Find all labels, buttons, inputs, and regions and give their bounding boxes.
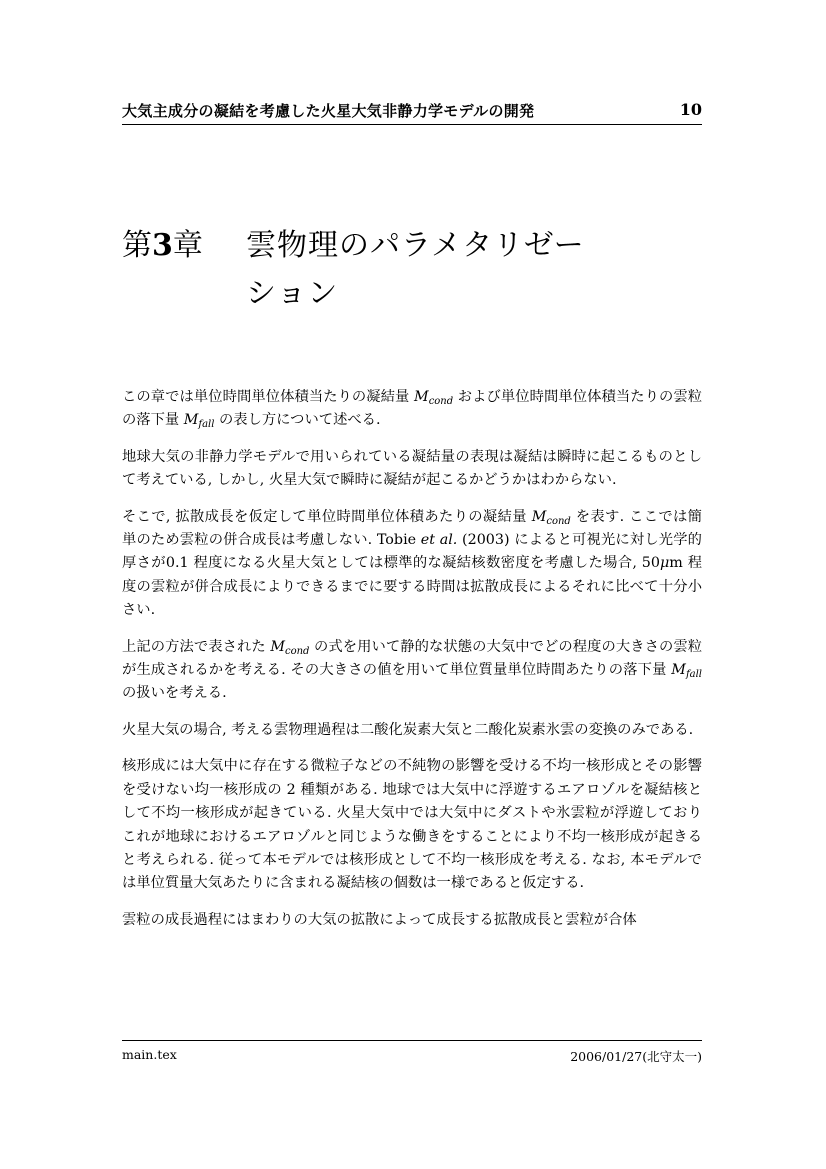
paragraph-2: 地球大気の非静力学モデルで用いられている凝結量の表現は凝結は瞬時に起こるものとして考えている, しかし, 火星大気で瞬時に凝結が起こるかどうかはわからない. bbox=[122, 448, 702, 489]
paragraph-6: 核形成には大気中に存在する微粒子などの不純物の影響を受ける不均一核形成とその影響を受けない均一核形成の 2 種類がある. 地球では大気中に浮遊するエアロゾルを凝結核として不均一核形成が起きている. 火星大気中では大気中にダストや氷雲粒が浮遊しておりこれが地球におけるエアロゾルと同じような働きをすることにより不均一核形成が起きると考えられる. 従って本モデルでは核形成として不均一核形成を考える. なお, 本モデルでは単位質量大気あたりに含まれる凝結核の個数は一様であると仮定する. bbox=[122, 758, 702, 892]
paragraph-4 bbox=[122, 636, 702, 706]
math-m-cond bbox=[414, 389, 453, 405]
math-symbol: M bbox=[414, 389, 429, 405]
text-run: そこで, 拡散成長を仮定して単位時間単位体積あたりの凝結量 bbox=[122, 508, 532, 525]
paragraph-1 bbox=[122, 386, 702, 433]
page-number: 10 bbox=[679, 100, 702, 119]
math-subscript: cond bbox=[428, 396, 454, 407]
math-m-cond bbox=[270, 639, 309, 655]
math-subscript: cond bbox=[284, 645, 310, 657]
text-run: (2003) によると可視光に対し光学的厚さが0.1 程度になる火星大気としては標準的な凝結核数密度を考慮した場合, 50 bbox=[122, 532, 702, 572]
math-m-fall bbox=[671, 662, 702, 681]
document-page bbox=[122, 0, 702, 1169]
chapter-prefix: 第 bbox=[122, 228, 152, 263]
page-header bbox=[122, 98, 702, 125]
paragraph-5: 火星大気の場合, 考える雲物理過程は二酸化炭素大気と二酸化炭素氷雲の変換のみである. bbox=[122, 721, 694, 738]
paragraph-3 bbox=[122, 506, 702, 623]
chapter-title-line-2: ション bbox=[246, 276, 339, 311]
chapter-suffix: 章 bbox=[172, 228, 203, 263]
running-title: 大気主成分の凝結を考慮した火星大気非静力学モデルの開発 bbox=[122, 102, 535, 120]
math-subscript: fall bbox=[198, 419, 215, 431]
text-run: の式を用いて静的な状態の大気中でどの程度の大きさの雲粒が生成されるかを考える. その大きさの値を用いて単位質量単位時間あたりの落下量 bbox=[122, 638, 702, 679]
text-run: の扱いを考える. bbox=[122, 685, 227, 702]
math-symbol: M bbox=[671, 662, 686, 679]
text-run: の表し方について述べる. bbox=[214, 412, 381, 429]
text-run: および単位時間単位体積当たりの雲粒の落下量 bbox=[122, 389, 703, 429]
text-run: 上記の方法で表された bbox=[122, 638, 271, 655]
math-symbol: M bbox=[270, 638, 285, 655]
body-text bbox=[122, 386, 702, 945]
math-symbol: M bbox=[183, 412, 199, 429]
chapter-title-line-1: 雲物理のパラメタリゼー bbox=[246, 228, 585, 263]
citation-et-al: et al. bbox=[420, 532, 458, 549]
page-footer bbox=[122, 1040, 702, 1071]
math-subscript: fall bbox=[685, 669, 702, 681]
source-filename: main.tex bbox=[122, 1047, 177, 1062]
text-run: この章では単位時間単位体積当たりの凝結量 bbox=[122, 389, 415, 405]
chapter-number-digit: 3 bbox=[152, 228, 173, 263]
math-symbol: M bbox=[531, 508, 547, 525]
text-run: m 程度の雲粒が併合成長によりできるまでに要する時間は拡散成長によるそれに比べて十分小さい. bbox=[122, 555, 702, 619]
paragraph-7: 雲粒の成長過程にはまわりの大気の拡散によって成長する拡散成長と雲粒が合体 bbox=[122, 911, 637, 928]
chapter-number bbox=[122, 222, 203, 270]
math-subscript: cond bbox=[546, 515, 571, 527]
math-m-fall bbox=[183, 412, 215, 431]
text-run: を表す. ここでは簡単のため雲粒の併合成長は考慮しない. Tobie bbox=[122, 508, 702, 549]
date-author: 2006/01/27(北守太一) bbox=[570, 1049, 702, 1064]
math-mu: μ bbox=[659, 555, 670, 572]
chapter-title bbox=[246, 222, 646, 318]
math-m-cond bbox=[532, 509, 571, 525]
